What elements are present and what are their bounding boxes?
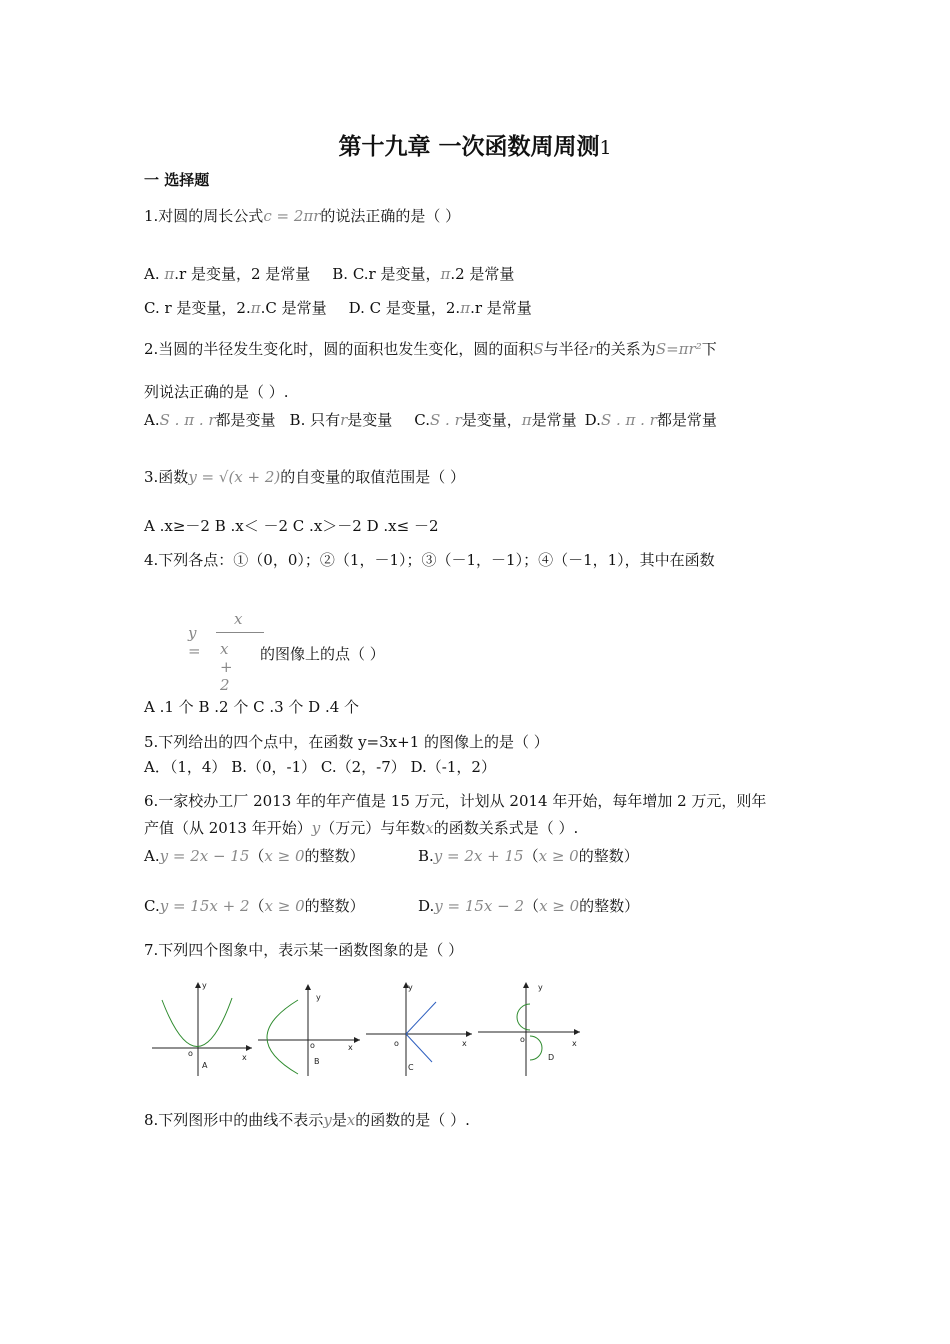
question-2-stem: [144, 339, 717, 359]
math-inline: x: [425, 819, 434, 837]
text-run: 的自变量的取值范围是（ ）: [280, 468, 466, 486]
text-run: x + 2: [220, 640, 233, 694]
question-2-options: [144, 410, 717, 430]
text-run: 1.对圆的周长公式: [144, 207, 264, 225]
text-run: C. r 是变量，2.: [144, 299, 251, 317]
math-inline: S . π . r: [159, 411, 216, 429]
origin-label: o: [310, 1041, 315, 1050]
text-run: D. C 是变量，2.: [348, 299, 461, 317]
text-run: 与半径: [543, 340, 589, 358]
question-6-option-a: [144, 846, 365, 866]
graph-b: [256, 978, 366, 1078]
text-run: C.: [414, 411, 431, 429]
text-run: （: [523, 847, 539, 865]
title-text: 第十九章 一次函数周周测: [338, 133, 600, 160]
graph-d-curve-top: [517, 1004, 530, 1030]
text-run: 的关系为: [595, 340, 656, 358]
text-run: B. C.r 是变量，: [332, 265, 441, 283]
text-run: 是常量: [531, 411, 577, 429]
question-4-options: A .1 个 B .2 个 C .3 个 D .4 个: [144, 698, 360, 716]
math-inline: y = 2x + 15: [433, 847, 524, 865]
math-inline: S . r: [430, 411, 462, 429]
graph-d-curve-bottom: [530, 1036, 542, 1060]
question-6-line2: [144, 818, 578, 838]
math-inline: π: [521, 411, 532, 429]
text-run: C.: [144, 897, 160, 915]
question-2-line2: 列说法正确的是（ ）.: [144, 383, 289, 401]
text-run: .r 是常量: [470, 299, 532, 317]
math-inline: π: [164, 265, 175, 283]
graph-c-line-up: [406, 1002, 436, 1034]
text-run: 的整数）: [578, 847, 639, 865]
question-3-stem: [144, 467, 465, 487]
text-run: 8.下列图形中的曲线不表示: [144, 1111, 324, 1129]
axis-label-x: x: [462, 1039, 467, 1048]
question-8-stem: [144, 1110, 470, 1130]
question-6-option-c: [144, 896, 365, 916]
question-6-stem: 6.一家校办工厂 2013 年的年产值是 15 万元，计划从 2014 年开始，每年增加 2 万元，则年: [144, 792, 767, 810]
section-heading: 一 选择题: [144, 171, 210, 189]
text-run: （: [524, 897, 540, 915]
question-1-stem: [144, 206, 460, 226]
text-run: 产值（从 2013 年开始）: [144, 819, 312, 837]
graph-b-curve: [267, 1000, 298, 1074]
graph-a-curve: [162, 998, 232, 1047]
graph-label: A: [202, 1061, 208, 1070]
formula: c = 2πr: [263, 207, 321, 225]
math-inline: y: [311, 819, 321, 837]
text-run: 都是变量: [215, 411, 276, 429]
question-1-options-cd: [144, 298, 532, 318]
text-run: B. 只有: [289, 411, 341, 429]
text-run: 是: [331, 1111, 347, 1129]
text-run: 的函数的是（ ）.: [355, 1111, 470, 1129]
page-title: [0, 128, 950, 161]
graph-label: D: [548, 1053, 555, 1062]
text-run: D.: [584, 411, 601, 429]
question-4-stem: 4.下列各点：①（0，0）；②（1，－1）；③（－1，－1）；④（－1，1），其中在函数: [144, 551, 715, 569]
text-run: y =: [188, 624, 201, 660]
origin-label: o: [188, 1049, 193, 1058]
question-7-stem: 7.下列四个图象中，表示某一函数图象的是（ ）: [144, 941, 464, 959]
text-run: x: [234, 610, 243, 628]
math-inline: x ≥ 0: [538, 847, 579, 865]
graph-a: [150, 978, 254, 1078]
axis-label-x: x: [348, 1043, 353, 1052]
math-inline: x ≥ 0: [264, 897, 305, 915]
text-run: （: [249, 847, 265, 865]
question-6-option-d: [418, 896, 639, 916]
text-run: （万元）与年数: [320, 819, 426, 837]
axis-label-x: x: [572, 1039, 577, 1048]
text-run: .r 是变量，2 是常量: [174, 265, 311, 283]
question-5-stem: 5.下列给出的四个点中，在函数 y=3x+1 的图像上的是（ ）: [144, 733, 549, 751]
text-run: [216, 632, 264, 633]
question-1-options-ab: [144, 264, 514, 284]
text-run: 的整数）: [579, 897, 640, 915]
question-5-options: A．（1，4） B.（0，-1） C.（2，-7） D.（-1，2）: [144, 758, 496, 776]
graph-c-line-down: [406, 1034, 432, 1062]
math-inline: π: [460, 299, 471, 317]
graph-label: B: [314, 1057, 320, 1066]
text-run: 的说法正确的是（ ）: [320, 207, 461, 225]
text-run: 是变量: [347, 411, 393, 429]
text-run: A.: [144, 265, 165, 283]
axis-label-x: x: [242, 1053, 247, 1062]
math-inline: y = 2x − 15: [159, 847, 250, 865]
math-inline: S . π . r: [600, 411, 657, 429]
text-run: A.: [144, 411, 160, 429]
text-run: 的整数）: [304, 847, 365, 865]
text-run: 都是常量: [656, 411, 717, 429]
math-inline: x ≥ 0: [264, 847, 305, 865]
text-run: 是变量，: [461, 411, 522, 429]
axis-label-y: y: [538, 983, 543, 992]
graph-d: [476, 978, 586, 1078]
math-inline: S=: [655, 340, 679, 358]
math-inline: y = 15x − 2: [434, 897, 525, 915]
origin-label: o: [394, 1039, 399, 1048]
text-run: B.: [418, 847, 434, 865]
text-run: 3.函数: [144, 468, 189, 486]
math-inline: π: [440, 265, 451, 283]
text-run: D.: [418, 897, 435, 915]
origin-label: o: [520, 1035, 525, 1044]
math-inline: r: [340, 411, 348, 429]
math-inline: x: [346, 1111, 356, 1129]
math-inline: y: [323, 1111, 332, 1129]
math-inline: x ≥ 0: [539, 897, 580, 915]
question-4-stem-b: 的图像上的点（ ）: [260, 645, 385, 663]
axis-label-y: y: [408, 983, 413, 992]
axis-label-y: y: [316, 993, 321, 1002]
formula: y = √(x + 2): [188, 468, 281, 486]
question-3-options: A .x≥－2 B .x＜ －2 C .x＞－2 D .x≤ －2: [144, 517, 439, 535]
title-number: 1: [599, 137, 612, 159]
text-run: （: [249, 897, 265, 915]
text-run: 的函数关系式是（ ）.: [433, 819, 579, 837]
graph-c: [364, 978, 474, 1078]
text-run: .C 是常量: [260, 299, 327, 317]
text-run: .2 是常量: [450, 265, 515, 283]
math-inline: π: [250, 299, 261, 317]
math-inline: y = 15x + 2: [159, 897, 250, 915]
text-run: A.: [144, 847, 160, 865]
text-run: 的整数）: [304, 897, 365, 915]
text-run: 下: [701, 340, 717, 358]
text-run: 2.当圆的半径发生变化时，圆的面积也发生变化，圆的面积: [144, 340, 534, 358]
math-inline: πr²: [678, 340, 702, 358]
math-inline: r: [588, 340, 596, 358]
math-inline: S: [533, 340, 544, 358]
axis-label-y: y: [202, 981, 207, 990]
question-6-option-b: [418, 846, 639, 866]
graph-label: C: [408, 1063, 414, 1072]
